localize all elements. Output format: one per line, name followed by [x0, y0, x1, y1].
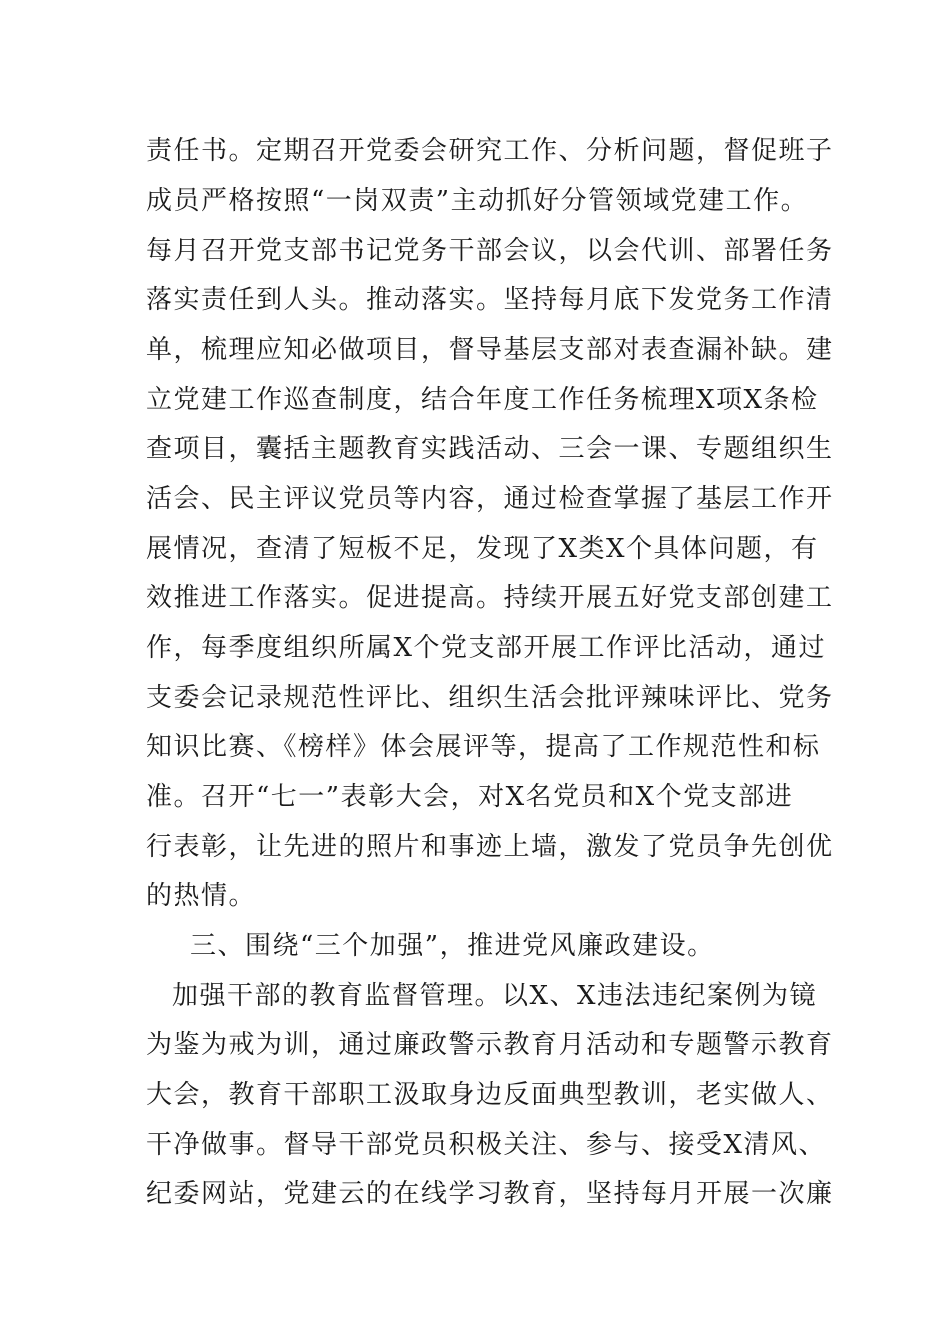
- body-text-line: 准。召开“七一”表彰大会，对X名党员和X个党支部进: [146, 782, 794, 812]
- body-text-line: 活会、民主评议党员等内容，通过检查掌握了基层工作开: [146, 484, 834, 514]
- body-text-line: 知识比赛、《榜样》体会展评等，提高了工作规范性和标: [146, 732, 821, 762]
- body-text-line: 落实责任到人头。推动落实。坚持每月底下发党务工作清: [146, 285, 834, 315]
- body-text-line: 加强干部的教育监督管理。以X、X违法违纪案例为镜: [172, 981, 818, 1011]
- body-text-line: 每月召开党支部书记党务干部会议，以会代训、部署任务: [146, 236, 834, 266]
- body-text-line: 的热情。: [146, 881, 257, 911]
- body-text-line: 大会，教育干部职工汲取身边反面典型教训，老实做人、: [146, 1080, 834, 1110]
- body-text-line: 干净做事。督导干部党员积极关注、参与、接受X清风、: [146, 1130, 827, 1160]
- body-text-line: 立党建工作巡查制度，结合年度工作任务梳理X项X条检: [146, 385, 819, 415]
- body-text-line: 责任书。定期召开党委会研究工作、分析问题，督促班子: [146, 136, 834, 166]
- body-text-line: 作，每季度组织所属X个党支部开展工作评比活动，通过: [146, 633, 827, 663]
- body-text-line: 效推进工作落实。促进提高。持续开展五好党支部创建工: [146, 583, 834, 613]
- section-heading: 三、围绕“三个加强”，推进党风廉政建设。: [190, 931, 715, 961]
- body-text-line: 单，梳理应知必做项目，督导基层支部对表查漏补缺。建: [146, 335, 834, 365]
- body-text-line: 成员严格按照“一岗双责”主动抓好分管领域党建工作。: [146, 186, 809, 216]
- body-text-line: 支委会记录规范性评比、组织生活会批评辣味评比、党务: [146, 683, 834, 713]
- body-text-line: 展情况，查清了短板不足，发现了X类X个具体问题，有: [146, 534, 819, 564]
- body-text-line: 为鉴为戒为训，通过廉政警示教育月活动和专题警示教育: [146, 1030, 834, 1060]
- body-text-line: 纪委网站，党建云的在线学习教育，坚持每月开展一次廉: [146, 1179, 834, 1209]
- body-text-line: 行表彰，让先进的照片和事迹上墙，激发了党员争先创优: [146, 832, 834, 862]
- body-text-line: 查项目，囊括主题教育实践活动、三会一课、专题组织生: [146, 434, 834, 464]
